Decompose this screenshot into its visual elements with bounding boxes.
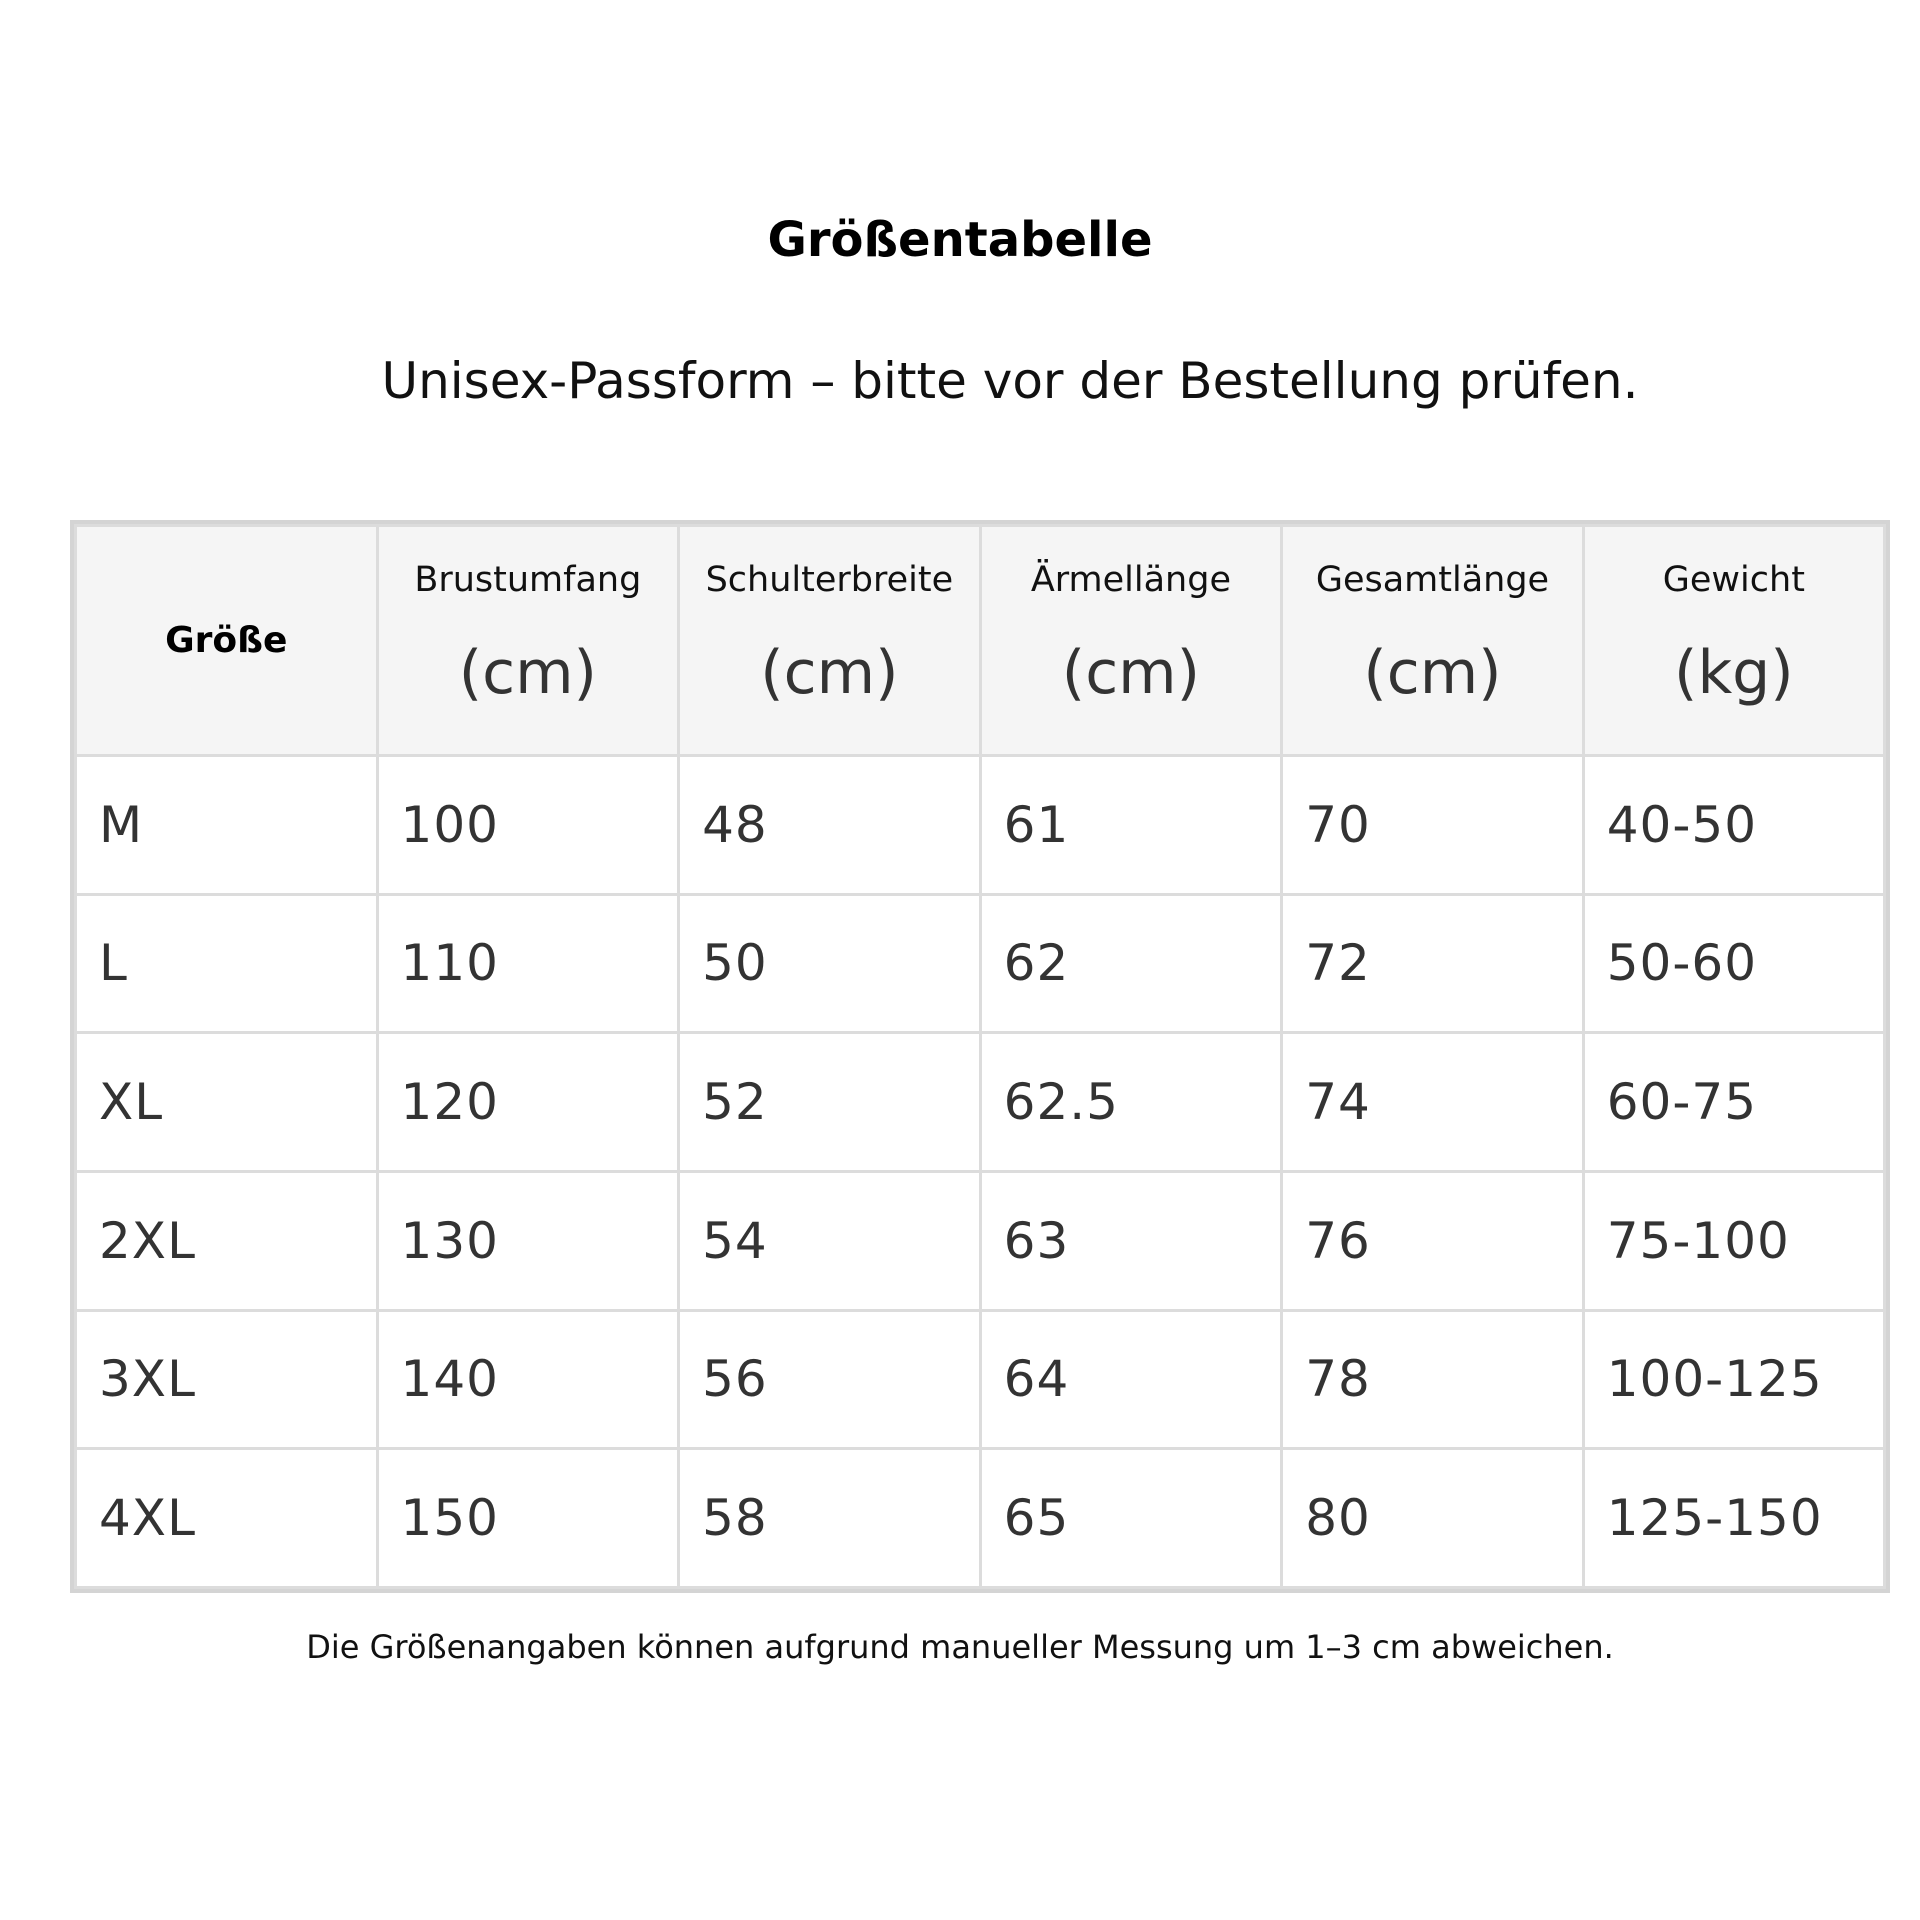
size-table-container: [70, 520, 1890, 1593]
header-cell-weight: [1583, 526, 1884, 756]
page-subtitle: Unisex-Passform – bitte vor der Bestellung prüfen.: [381, 352, 1639, 410]
cell-sleeve: 62: [980, 894, 1282, 1033]
header-label: Größe: [165, 620, 288, 661]
cell-weight: 125-150: [1583, 1449, 1884, 1588]
cell-shoulder: 54: [679, 1171, 981, 1310]
cell-weight: 75-100: [1583, 1171, 1884, 1310]
header-row: [76, 526, 1885, 756]
cell-sleeve: 61: [980, 756, 1282, 895]
cell-sleeve: 62.5: [980, 1033, 1282, 1172]
header-unit: (cm): [458, 637, 597, 708]
table-row: [76, 1033, 1885, 1172]
header-label: Gewicht: [1662, 559, 1805, 600]
page-title: Größentabelle: [767, 212, 1153, 268]
cell-chest: 110: [377, 894, 679, 1033]
cell-sleeve: 64: [980, 1310, 1282, 1449]
cell-sleeve: 63: [980, 1171, 1282, 1310]
cell-size: 4XL: [76, 1449, 378, 1588]
cell-size: L: [76, 894, 378, 1033]
cell-weight: 60-75: [1583, 1033, 1884, 1172]
cell-length: 80: [1282, 1449, 1584, 1588]
header-cell-shoulder: [679, 526, 981, 756]
cell-size: 3XL: [76, 1310, 378, 1449]
cell-size: M: [76, 756, 378, 895]
cell-chest: 100: [377, 756, 679, 895]
cell-chest: 130: [377, 1171, 679, 1310]
cell-weight: 100-125: [1583, 1310, 1884, 1449]
cell-length: 72: [1282, 894, 1584, 1033]
cell-chest: 150: [377, 1449, 679, 1588]
header-label: Schulterbreite: [705, 559, 954, 600]
header-cell-size: [76, 526, 378, 756]
cell-length: 78: [1282, 1310, 1584, 1449]
cell-weight: 40-50: [1583, 756, 1884, 895]
header-label: Gesamtlänge: [1315, 559, 1550, 600]
header-unit: (cm): [1061, 637, 1201, 708]
header-cell-chest: [377, 526, 679, 756]
cell-chest: 120: [377, 1033, 679, 1172]
table-row: [76, 1449, 1885, 1588]
cell-weight: 50-60: [1583, 894, 1884, 1033]
table-header: [76, 526, 1885, 756]
cell-shoulder: 52: [679, 1033, 981, 1172]
header-label: Brustumfang: [414, 559, 642, 600]
header-unit: (kg): [1674, 637, 1794, 708]
header-cell-length: [1282, 526, 1584, 756]
cell-length: 76: [1282, 1171, 1584, 1310]
cell-size: 2XL: [76, 1171, 378, 1310]
cell-shoulder: 50: [679, 894, 981, 1033]
cell-length: 74: [1282, 1033, 1584, 1172]
table-row: [76, 756, 1885, 895]
cell-length: 70: [1282, 756, 1584, 895]
header-cell-sleeve: [980, 526, 1282, 756]
cell-shoulder: 56: [679, 1310, 981, 1449]
table-row: [76, 894, 1885, 1033]
cell-size: XL: [76, 1033, 378, 1172]
header-label: Ärmellänge: [1030, 559, 1231, 600]
cell-shoulder: 48: [679, 756, 981, 895]
cell-shoulder: 58: [679, 1449, 981, 1588]
size-table: [74, 524, 1886, 1589]
cell-sleeve: 65: [980, 1449, 1282, 1588]
table-row: [76, 1310, 1885, 1449]
table-row: [76, 1171, 1885, 1310]
header-unit: (cm): [760, 637, 899, 708]
footnote: Die Größenangaben können aufgrund manueller Messung um 1–3 cm abweichen.: [306, 1628, 1614, 1666]
table-body: [76, 756, 1885, 1588]
cell-chest: 140: [377, 1310, 679, 1449]
header-unit: (cm): [1363, 637, 1502, 708]
